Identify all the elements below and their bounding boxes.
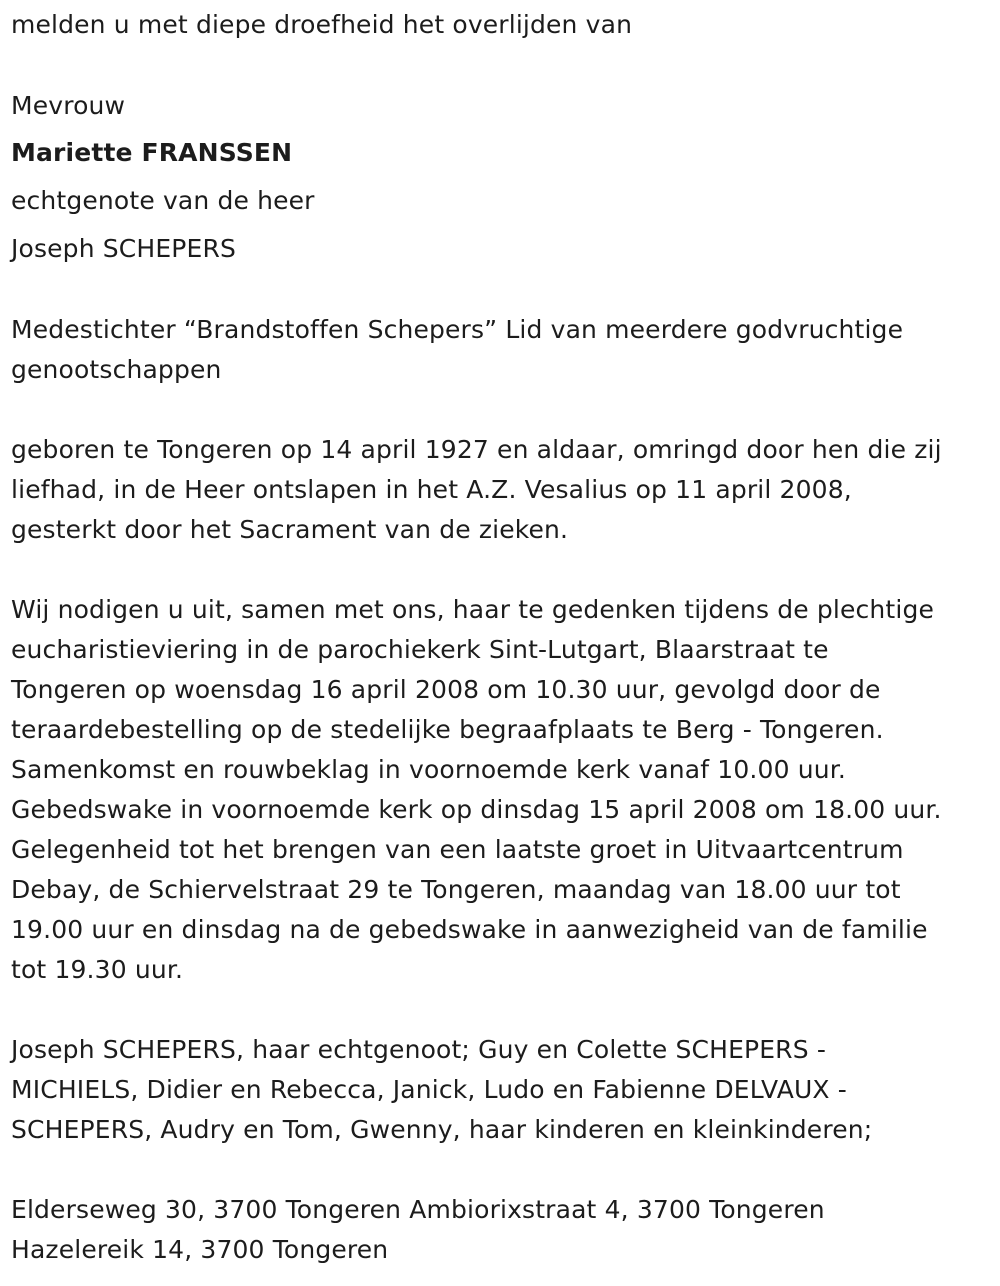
address-line: Hazelereik 14, 3700 Tongeren	[11, 1235, 389, 1264]
address-line: Elderseweg 30, 3700 Tongeren Ambiorixstraat 4, 3700 Tongeren	[11, 1195, 825, 1224]
honorific: Mevrouw	[11, 91, 126, 120]
ceremony-line: Gelegenheid tot het brengen van een laatste groet in Uitvaartcentrum	[11, 835, 904, 864]
ceremony-line: Debay, de Schiervelstraat 29 te Tongeren, maandag van 18.00 uur tot	[11, 875, 901, 904]
roles-line: Medestichter “Brandstoffen Schepers” Lid van meerdere godvruchtige	[11, 315, 904, 344]
ceremony-line: eucharistieviering in de parochiekerk Sint-Lutgart, Blaarstraat te	[11, 635, 829, 664]
life-line: gesterkt door het Sacrament van de zieken.	[11, 515, 569, 544]
ceremony-line: 19.00 uur en dinsdag na de gebedswake in aanwezigheid van de familie	[11, 915, 928, 944]
intro-text: melden u met diepe droefheid het overlijden van	[11, 10, 633, 39]
spouse-name: Joseph SCHEPERS	[11, 234, 237, 263]
ceremony-line: tot 19.30 uur.	[11, 955, 184, 984]
ceremony-line: teraardebestelling op de stedelijke begraafplaats te Berg - Tongeren.	[11, 715, 884, 744]
family-line: Joseph SCHEPERS, haar echtgenoot; Guy en Colette SCHEPERS -	[11, 1035, 826, 1064]
ceremony-line: Tongeren op woensdag 16 april 2008 om 10.30 uur, gevolgd door de	[11, 675, 881, 704]
relation-text: echtgenote van de heer	[11, 186, 315, 215]
family-line: SCHEPERS, Audry en Tom, Gwenny, haar kinderen en kleinkinderen;	[11, 1115, 873, 1144]
family-line: MICHIELS, Didier en Rebecca, Janick, Ludo en Fabienne DELVAUX -	[11, 1075, 847, 1104]
ceremony-line: Wij nodigen u uit, samen met ons, haar te gedenken tijdens de plechtige	[11, 595, 935, 624]
ceremony-line: Samenkomst en rouwbeklag in voornoemde kerk vanaf 10.00 uur.	[11, 755, 846, 784]
roles-line: genootschappen	[11, 355, 222, 384]
life-line: liefhad, in de Heer ontslapen in het A.Z. Vesalius op 11 april 2008,	[11, 475, 852, 504]
ceremony-line: Gebedswake in voornoemde kerk op dinsdag 15 april 2008 om 18.00 uur.	[11, 795, 942, 824]
life-line: geboren te Tongeren op 14 april 1927 en aldaar, omringd door hen die zij	[11, 435, 942, 464]
deceased-name: Mariette FRANSSEN	[11, 138, 293, 167]
